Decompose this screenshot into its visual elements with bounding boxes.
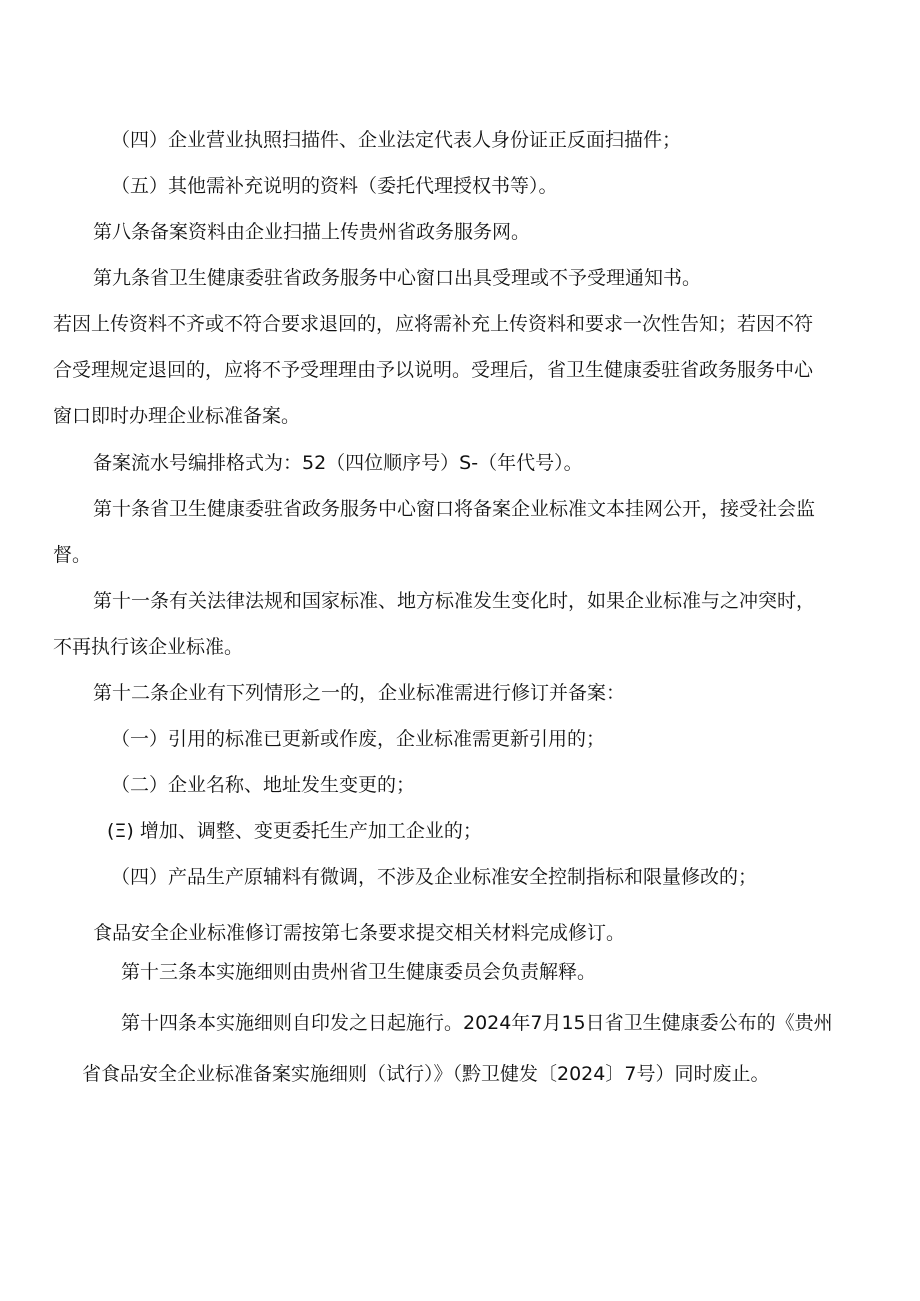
text-line-article-10-cont: 督。 xyxy=(53,544,92,566)
text-line-article-12-item-2: （二）企业名称、地址发生变更的； xyxy=(111,774,416,796)
text-line-article-9: 第九条省卫生健康委驻省政务服务中心窗口出具受理或不予受理通知书。 xyxy=(93,267,702,289)
text-line-serial-format: 备案流水号编排格式为：52（四位顺序号）S-（年代号）。 xyxy=(93,452,583,474)
text-line-article-9-cont-3: 窗口即时办理企业标准备案。 xyxy=(53,405,301,427)
text-line-article-9-cont-1: 若因上传资料不齐或不符合要求退回的，应将需补充上传资料和要求一次性告知；若因不符 xyxy=(53,313,814,335)
text-line-article-11-cont: 不再执行该企业标准。 xyxy=(53,636,244,658)
text-line-article-12-item-4: （四）产品生产原辅料有微调，不涉及企业标准安全控制指标和限量修改的； xyxy=(111,866,758,888)
text-line-clause-5-materials: （五）其他需补充说明的资料（委托代理授权书等）。 xyxy=(111,175,558,197)
text-line-article-12-item-3: (Ξ) 增加、调整、变更委托生产加工企业的； xyxy=(107,820,482,842)
text-line-article-13: 第十三条本实施细则由贵州省卫生健康委员会负责解释。 xyxy=(121,961,597,983)
text-line-article-12-item-1: （一）引用的标准已更新或作废，企业标准需更新引用的； xyxy=(111,728,606,750)
text-line-article-12: 第十二条企业有下列情形之一的，企业标准需进行修订并备案： xyxy=(93,682,626,704)
text-line-article-8: 第八条备案资料由企业扫描上传贵州省政务服务网。 xyxy=(93,221,531,243)
text-line-article-14-cont: 省食品安全企业标准备案实施细则（试行）》（黔卫健发〔2024〕7号）同时废止。 xyxy=(82,1063,770,1085)
text-line-article-9-cont-2: 合受理规定退回的，应将不予受理理由予以说明。受理后，省卫生健康委驻省政务服务中心 xyxy=(53,359,814,381)
text-line-article-10: 第十条省卫生健康委驻省政务服务中心窗口将备案企业标准文本挂网公开，接受社会监 xyxy=(93,498,816,520)
text-line-revision-note: 食品安全企业标准修订需按第七条要求提交相关材料完成修订。 xyxy=(93,922,626,944)
text-line-article-14: 第十四条本实施细则自印发之日起施行。2024年7月15日省卫生健康委公布的《贵州 xyxy=(121,1012,833,1034)
text-line-clause-4-materials: （四）企业营业执照扫描件、企业法定代表人身份证正反面扫描件； xyxy=(111,129,682,151)
text-line-article-11: 第十一条有关法律法规和国家标准、地方标准发生变化时，如果企业标准与之冲突时， xyxy=(93,590,816,612)
